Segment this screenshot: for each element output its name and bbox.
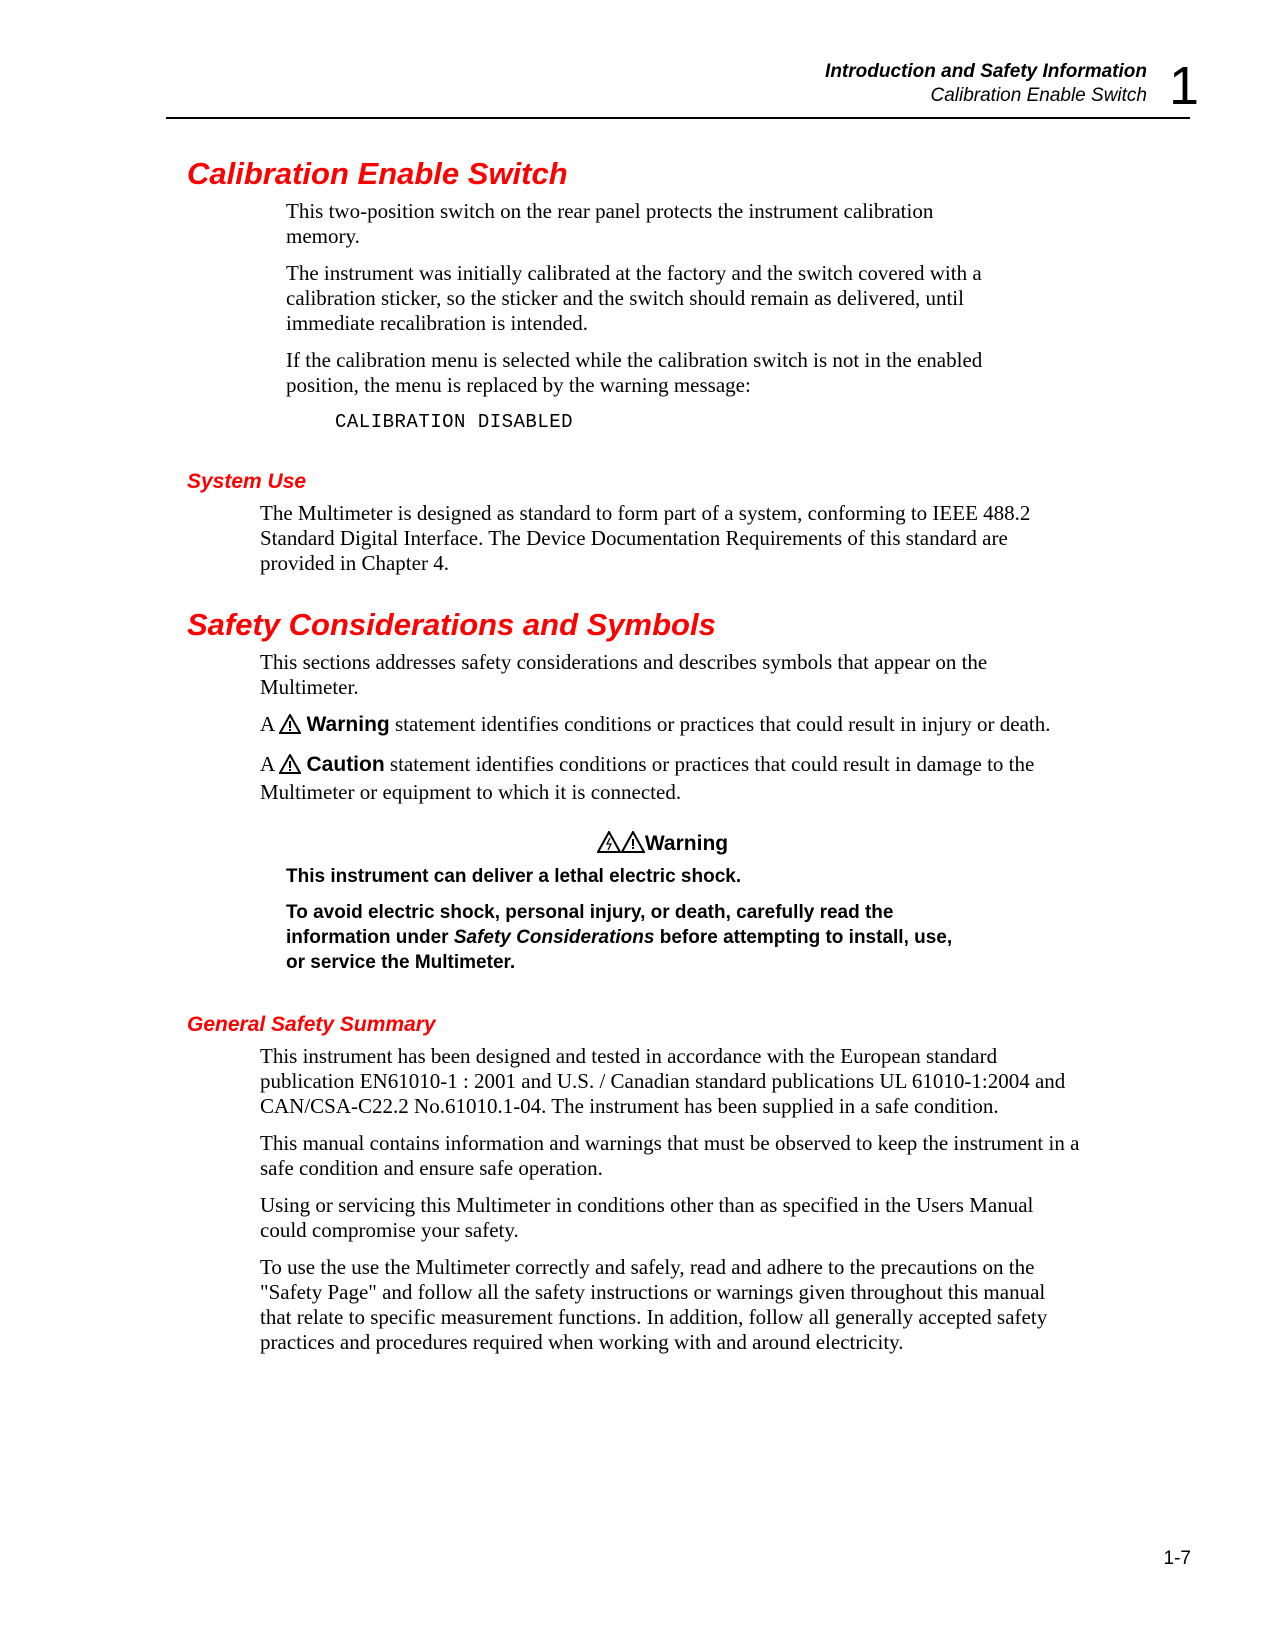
warning-term: Warning: [306, 713, 390, 736]
paragraph: This sections addresses safety considerations and describes symbols that appear on the Multimeter.: [260, 650, 988, 699]
heading-calibration-enable-switch: Calibration Enable Switch: [187, 156, 568, 191]
paragraph: This instrument has been designed and tested in accordance with the European standard publication EN61010-1 : 2001 and U.S. / Canadian standard publications UL 61010-1:2004 and CAN/CSA-C22.2 No.61010.1-04. The instrument has been supplied in a safe condition.: [260, 1044, 1066, 1118]
paragraph: This two-position switch on the rear panel protects the instrument calibration memory.: [286, 199, 934, 248]
caution-triangle-icon: [279, 754, 301, 780]
paragraph: The instrument was initially calibrated at the factory and the switch covered with a calibration sticker, so the sticker and the switch should remain as delivered, until immediate recalibration is intended.: [286, 261, 982, 335]
page-content: [0, 155, 1275, 1367]
warning-definition: A Warning statement identifies conditions or practices that could result in injury or death.: [0, 712, 1080, 740]
paragraph: This manual contains information and warnings that must be observed to keep the instrument in a safe condition and ensure safe operation.: [260, 1131, 1080, 1180]
page-number: 1-7: [1163, 1548, 1191, 1569]
paragraph: The Multimeter is designed as standard to form part of a system, conforming to IEEE 488.2 Standard Digital Interface. The Device Documentation Requirements of this standard are provided in Chapter 4.: [260, 501, 1031, 575]
header-chapter-title: Introduction and Safety Information: [825, 61, 1147, 82]
heading-safety-considerations: Safety Considerations and Symbols: [187, 607, 716, 642]
warning-box-title: [0, 831, 1275, 860]
heading-system-use: System Use: [187, 470, 307, 493]
warning-triangle-icon: [279, 714, 301, 740]
code-message: CALIBRATION DISABLED: [335, 411, 574, 433]
warning-box-label: Warning: [644, 832, 729, 855]
paragraph: If the calibration menu is selected while the calibration switch is not in the enabled position, the menu is replaced by the warning message:: [286, 348, 983, 397]
caution-term: Caution: [306, 753, 385, 776]
paragraph: Using or servicing this Multimeter in conditions other than as specified in the Users Manual could compromise your safety.: [260, 1193, 1034, 1242]
header-section-title: Calibration Enable Switch: [930, 85, 1147, 106]
heading-general-safety-summary: General Safety Summary: [187, 1013, 436, 1036]
header-rule: [166, 117, 1190, 119]
warning-box-line: This instrument can deliver a lethal electric shock.: [286, 866, 742, 887]
running-header: [825, 60, 1147, 108]
caution-definition: A Caution statement identifies conditions or practices that could result in damage to the Multimeter or equipment to which it is connected.: [260, 752, 1035, 804]
emphasis-safety-considerations: Safety Considerations: [453, 927, 655, 948]
shock-hazard-icon: [597, 831, 621, 860]
warning-box-line: To avoid electric shock, personal injury, or death, carefully read the information under Safety Considerations before attempting to install, use, or service the Multimeter.: [286, 902, 953, 973]
paragraph: To use the use the Multimeter correctly and safely, read and adhere to the precautions on the "Safety Page" and follow all the safety instructions or warnings given throughout this manual that relate to specific measurement functions. In addition, follow all generally accepted safety practices and procedures required when working with and around electricity.: [260, 1255, 1048, 1354]
chapter-number: 1: [1168, 56, 1199, 116]
warning-triangle-icon: [621, 831, 645, 860]
